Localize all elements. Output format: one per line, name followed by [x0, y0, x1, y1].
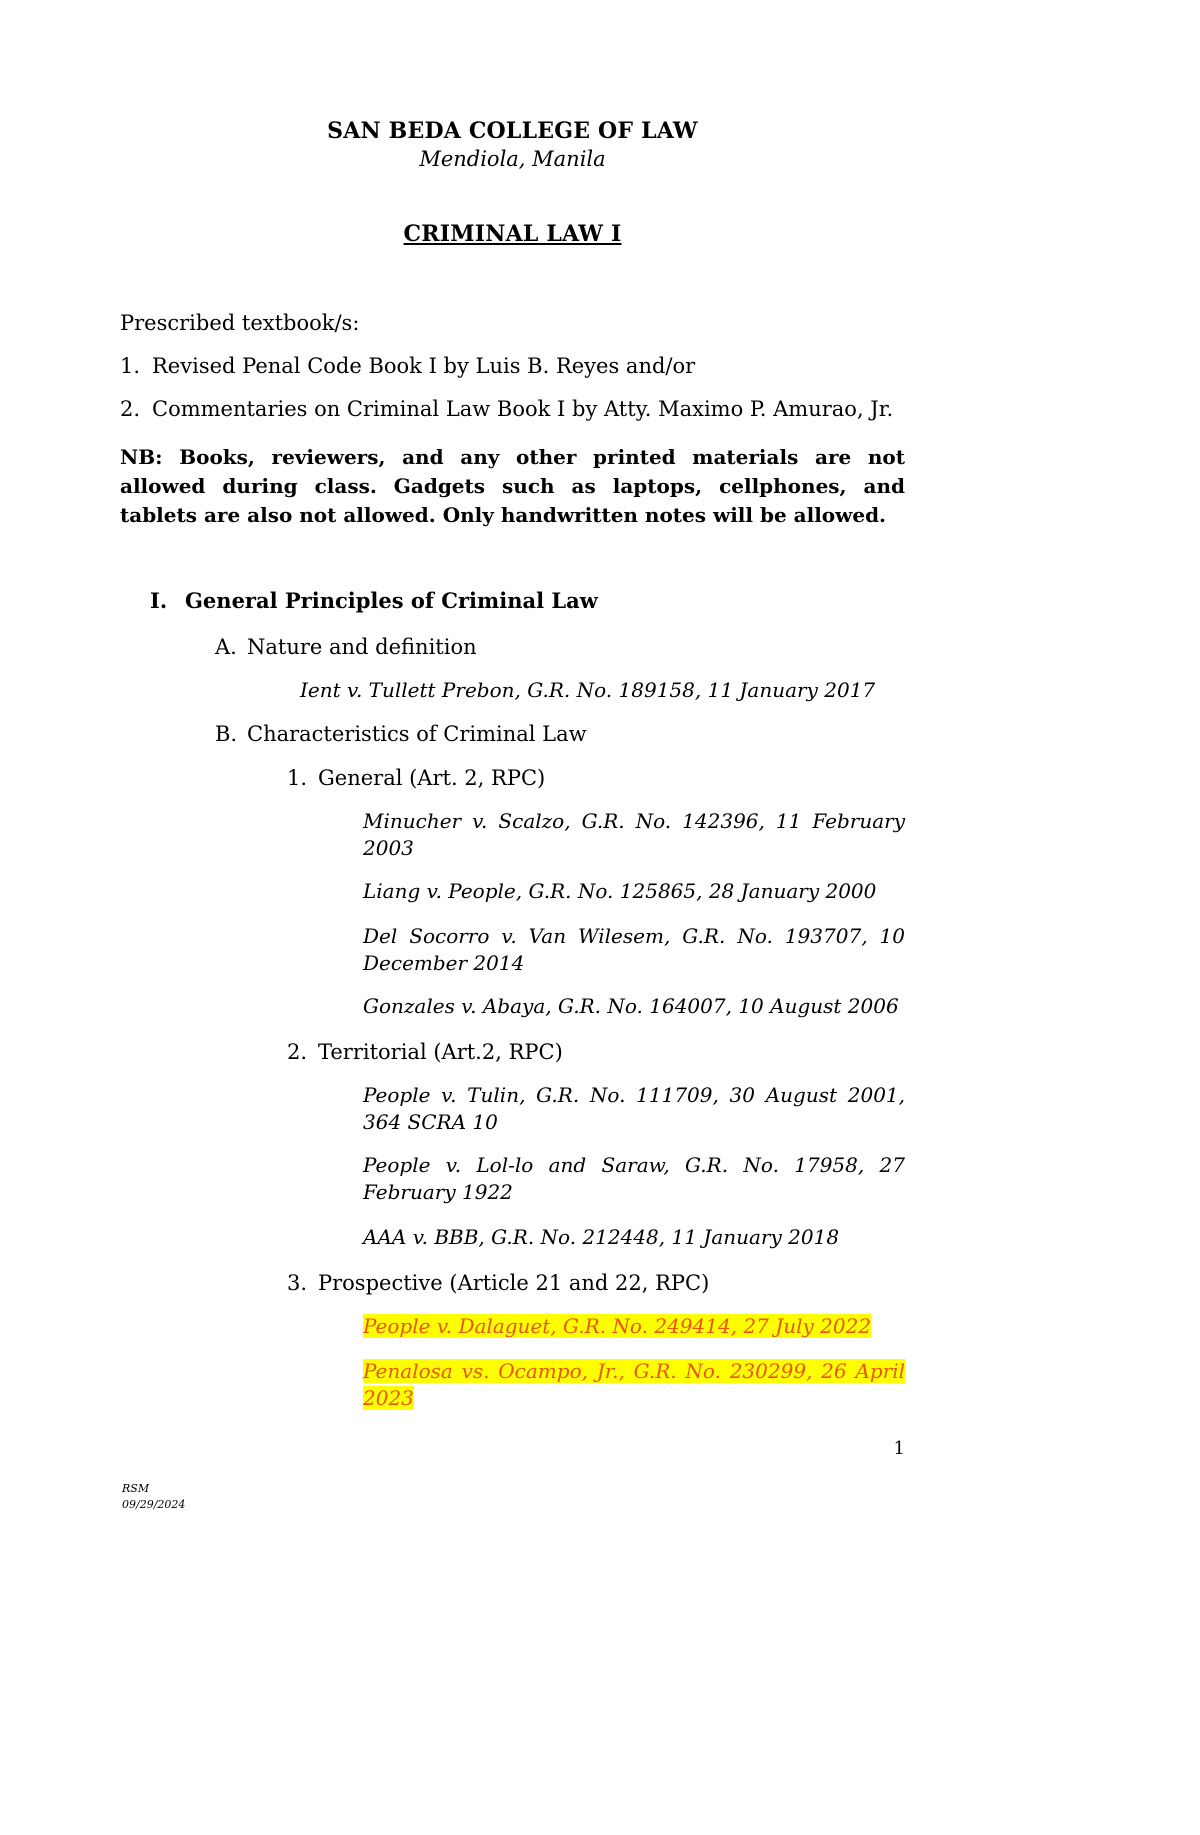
topic-number: 3. — [287, 1271, 308, 1295]
footer-initials: RSM — [122, 1482, 150, 1495]
case-citation: People v. Tulin, G.R. No. 111709, 30 August 2001, 364 SCRA 10 — [363, 1083, 905, 1134]
section-number: I. — [150, 588, 168, 613]
case-citation: Del Socorro v. Van Wilesem, G.R. No. 193707, 10 December 2014 — [363, 924, 905, 975]
topic-title: Prospective (Article 21 and 22, RPC) — [318, 1271, 710, 1295]
textbook-item — [120, 397, 905, 421]
topic-general — [120, 766, 905, 790]
case-citation: Gonzales v. Abaya, G.R. No. 164007, 10 August 2006 — [363, 994, 899, 1018]
subsection-letter: B. — [215, 722, 238, 746]
subsection-b — [120, 722, 905, 746]
topic-prospective — [120, 1271, 905, 1295]
topic-title: General (Art. 2, RPC) — [318, 766, 546, 790]
topic-territorial — [120, 1040, 905, 1064]
notice-paragraph: NB: Books, reviewers, and any other printed materials are not allowed during class. Gadgets such as laptops, cellphones, and tablets are also not allowed. Only handwritten notes will be allowed. — [120, 445, 905, 527]
section-title: General Principles of Criminal Law — [185, 588, 598, 613]
footer-date: 09/29/2024 — [122, 1497, 186, 1511]
subsection-a — [120, 635, 905, 659]
textbooks-heading: Prescribed textbook/s: — [120, 311, 360, 335]
topic-title: Territorial (Art.2, RPC) — [318, 1040, 563, 1064]
case-citation: AAA v. BBB, G.R. No. 212448, 11 January 2018 — [363, 1225, 840, 1249]
case-citation: Minucher v. Scalzo, G.R. No. 142396, 11 February 2003 — [363, 809, 905, 860]
subsection-letter: A. — [215, 635, 237, 659]
textbook-text: Commentaries on Criminal Law Book I by Atty. Maximo P. Amurao, Jr. — [152, 397, 894, 421]
page-number: 1 — [893, 1438, 905, 1459]
subsection-title: Nature and definition — [247, 635, 477, 659]
textbook-number: 1. — [120, 354, 141, 378]
outline-section — [120, 588, 905, 613]
course-title: CRIMINAL LAW I — [403, 221, 622, 247]
campus-location: Mendiola, Manila — [419, 147, 606, 171]
case-citation: Ient v. Tullett Prebon, G.R. No. 189158, 11 January 2017 — [300, 678, 876, 702]
textbook-number: 2. — [120, 397, 141, 421]
topic-number: 2. — [287, 1040, 308, 1064]
case-citation: Liang v. People, G.R. No. 125865, 28 January 2000 — [363, 879, 877, 903]
highlighted-text: People v. Dalaguet, G.R. No. 249414, 27 July 2022 — [363, 1314, 872, 1338]
textbook-item — [120, 354, 905, 378]
topic-number: 1. — [287, 766, 308, 790]
content-area — [120, 0, 905, 1412]
subsection-title: Characteristics of Criminal Law — [247, 722, 587, 746]
case-citation: People v. Lol-lo and Saraw, G.R. No. 17958, 27 February 1922 — [363, 1153, 905, 1204]
case-citation-highlighted — [363, 1313, 905, 1340]
highlighted-text: Penalosa vs. Ocampo, Jr., G.R. No. 230299, 26 April 2023 — [363, 1359, 905, 1410]
footer-meta — [122, 1481, 185, 1513]
case-citation-highlighted — [363, 1358, 905, 1412]
textbook-text: Revised Penal Code Book I by Luis B. Reyes and/or — [152, 354, 696, 378]
school-name: SAN BEDA COLLEGE OF LAW — [327, 118, 698, 144]
